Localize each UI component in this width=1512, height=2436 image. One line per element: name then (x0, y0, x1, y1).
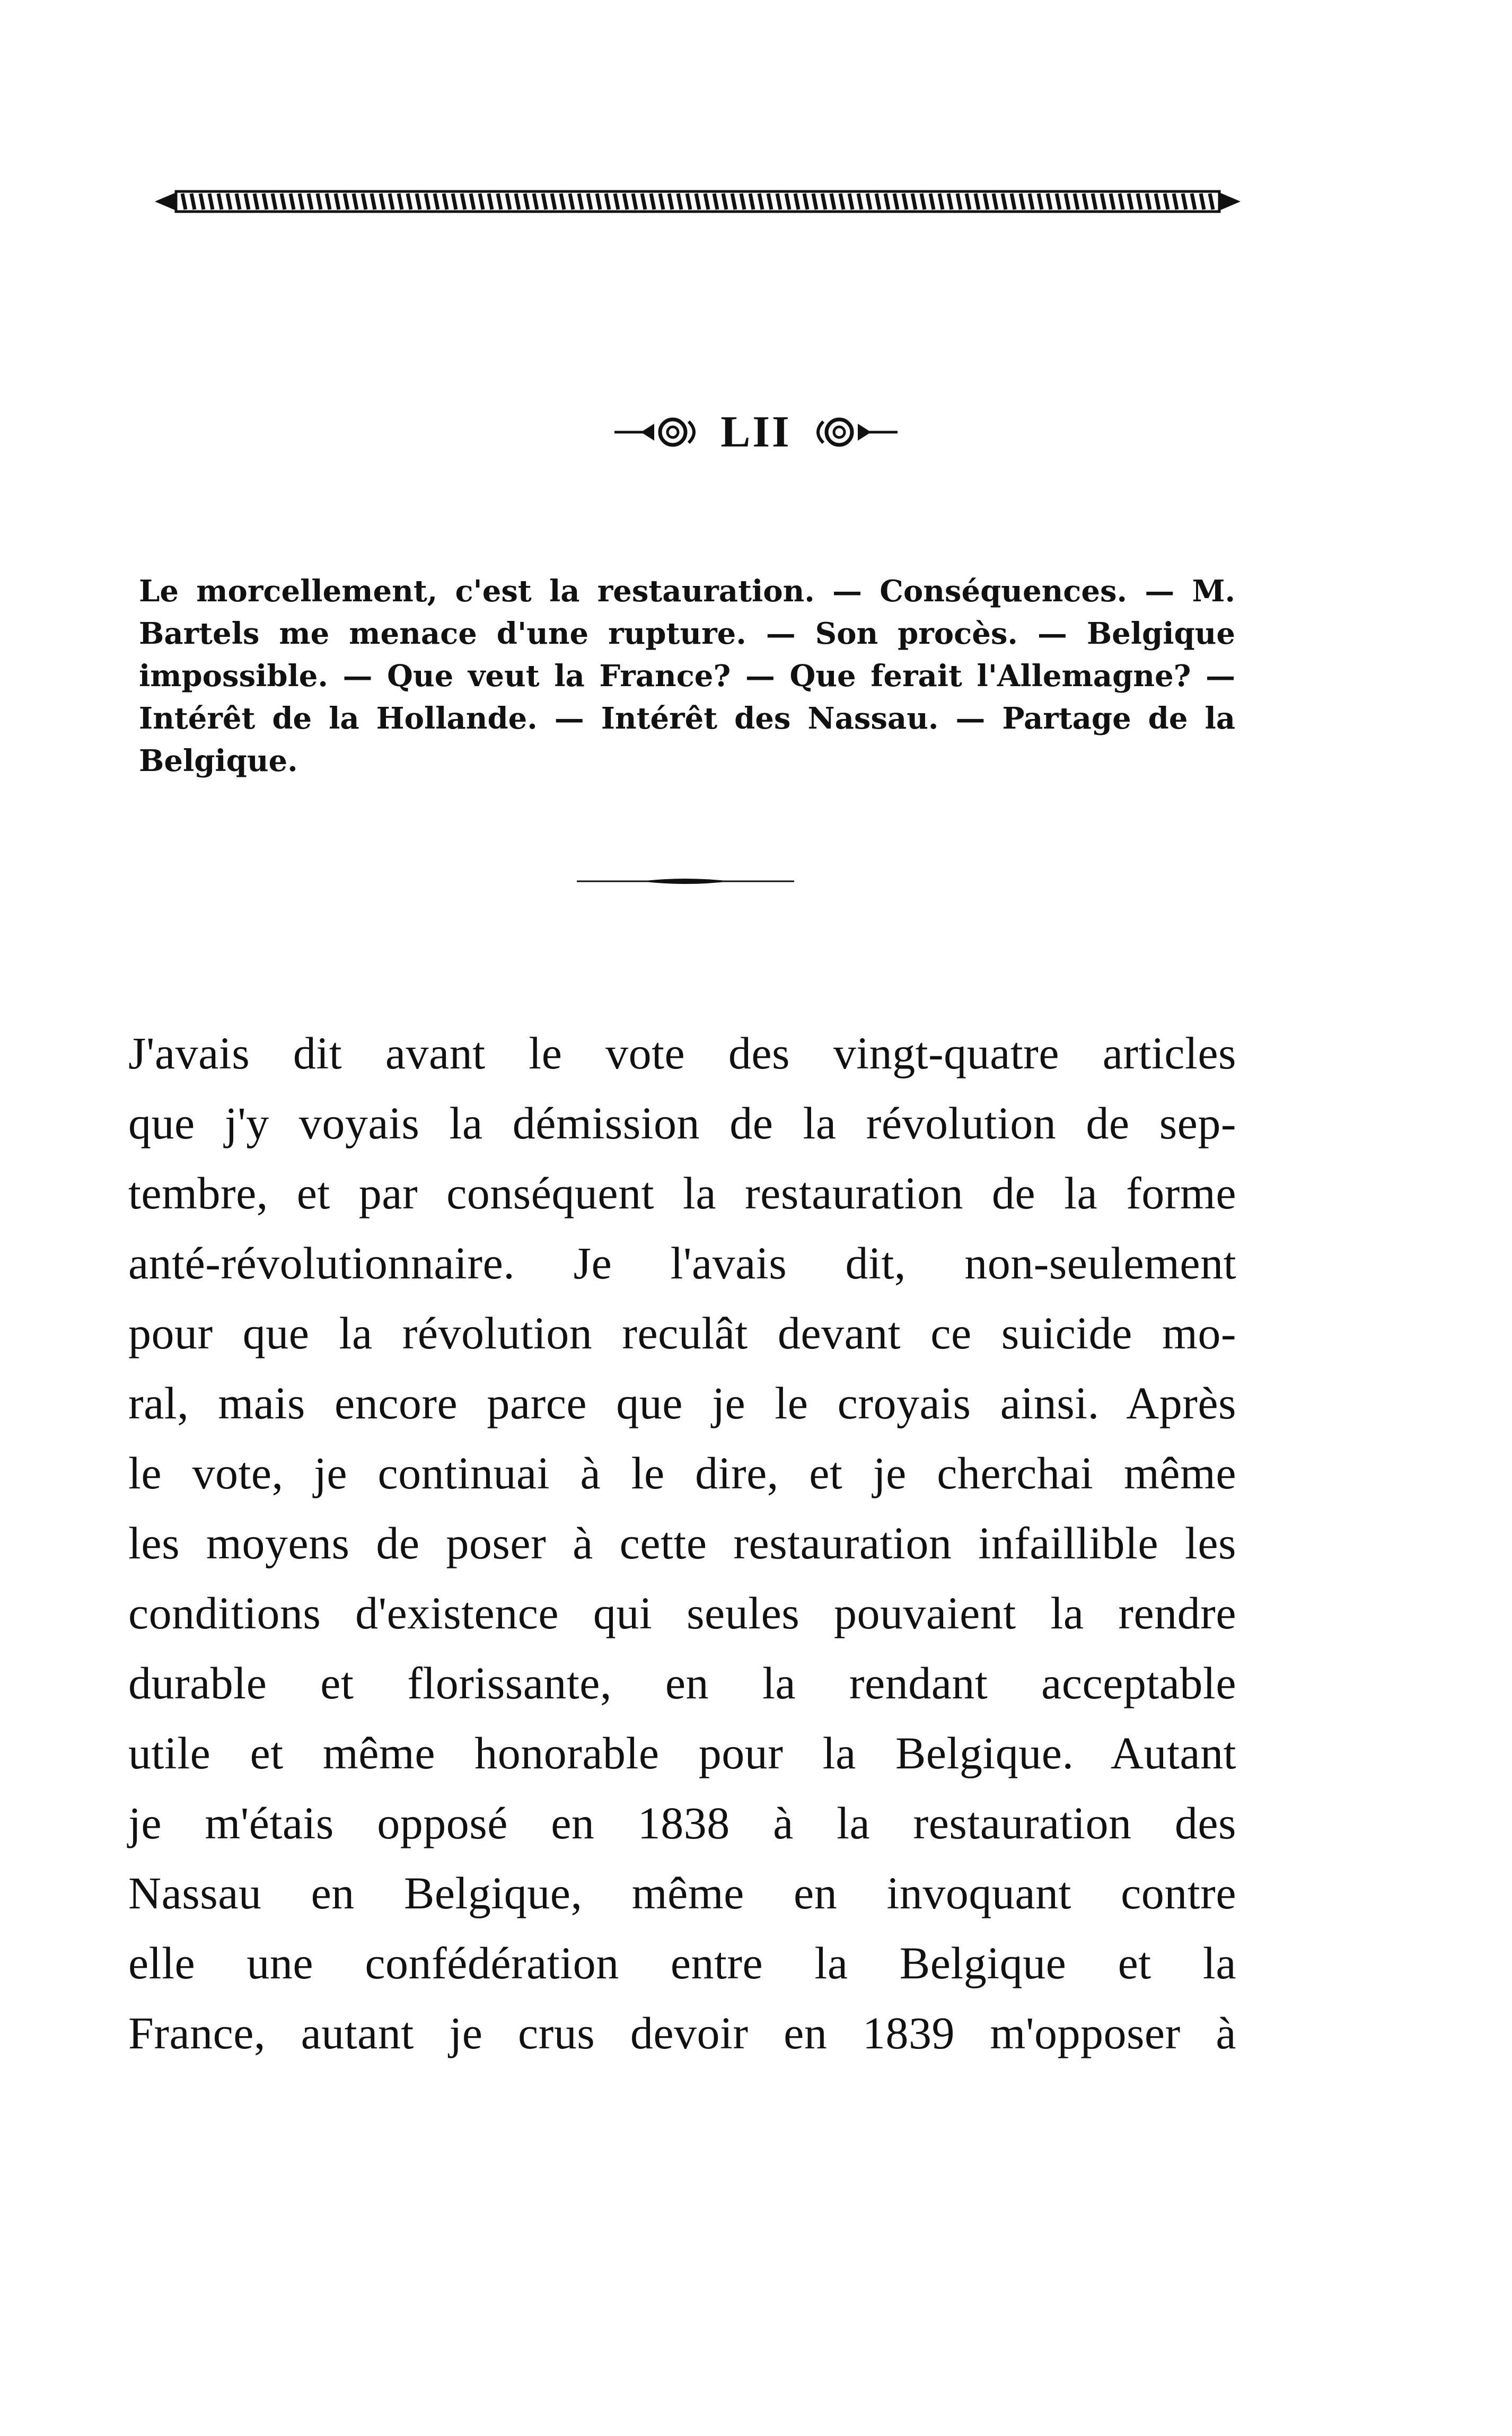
body-line: elle une confédération entre la Belgique et la (128, 1938, 1236, 1988)
body-line: les moyens de poser à cette restauration infaillible les (128, 1518, 1236, 1568)
body-line: J'avais dit avant le vote des vingt-quatre articles (128, 1028, 1236, 1079)
top-ornament-band (155, 188, 1241, 215)
body-line: conditions d'existence qui seules pouvaient la rendre (128, 1588, 1236, 1638)
body-line: utile et même honorable pour la Belgique. Autant (128, 1728, 1236, 1778)
separator-rule (577, 875, 794, 888)
left-fleuron-icon (614, 416, 705, 448)
body-line: durable et florissante, en la rendant acceptable (128, 1658, 1236, 1708)
body-line: ral, mais encore parce que je le croyais ainsi. Après (128, 1378, 1236, 1429)
body-line: anté-révolutionnaire. Je l'avais dit, non-seulement (128, 1238, 1236, 1289)
body-line: pour que la révolution reculât devant ce suicide mo- (128, 1308, 1236, 1359)
body-line: Nassau en Belgique, même en invoquant contre (128, 1868, 1236, 1918)
body-line: le vote, je continuai à le dire, et je cherchai même (128, 1448, 1236, 1499)
chapter-summary: Le morcellement, c'est la restauration. — Conséquences. — M. Bartels me menace d'une rupture. — Son procès. — Belgique impossible. — Que veut la France? — Que ferait l'Allemagne? — Intérêt de la Hollande. — Intérêt des Nassau. — Partage de la Belgique. (139, 574, 1235, 778)
body-line: France, autant je crus devoir en 1839 m'opposer à (128, 2008, 1236, 2058)
chapter-number: LII (720, 407, 792, 457)
body-line: tembre, et par conséquent la restauration de la forme (128, 1168, 1236, 1219)
chapter-heading (0, 395, 1512, 469)
body-line: que j'y voyais la démission de la révolution de sep- (128, 1098, 1236, 1149)
body-text (128, 1018, 1236, 2068)
body-line: je m'étais opposé en 1838 à la restauration des (128, 1798, 1236, 1848)
right-fleuron-icon (807, 416, 898, 448)
